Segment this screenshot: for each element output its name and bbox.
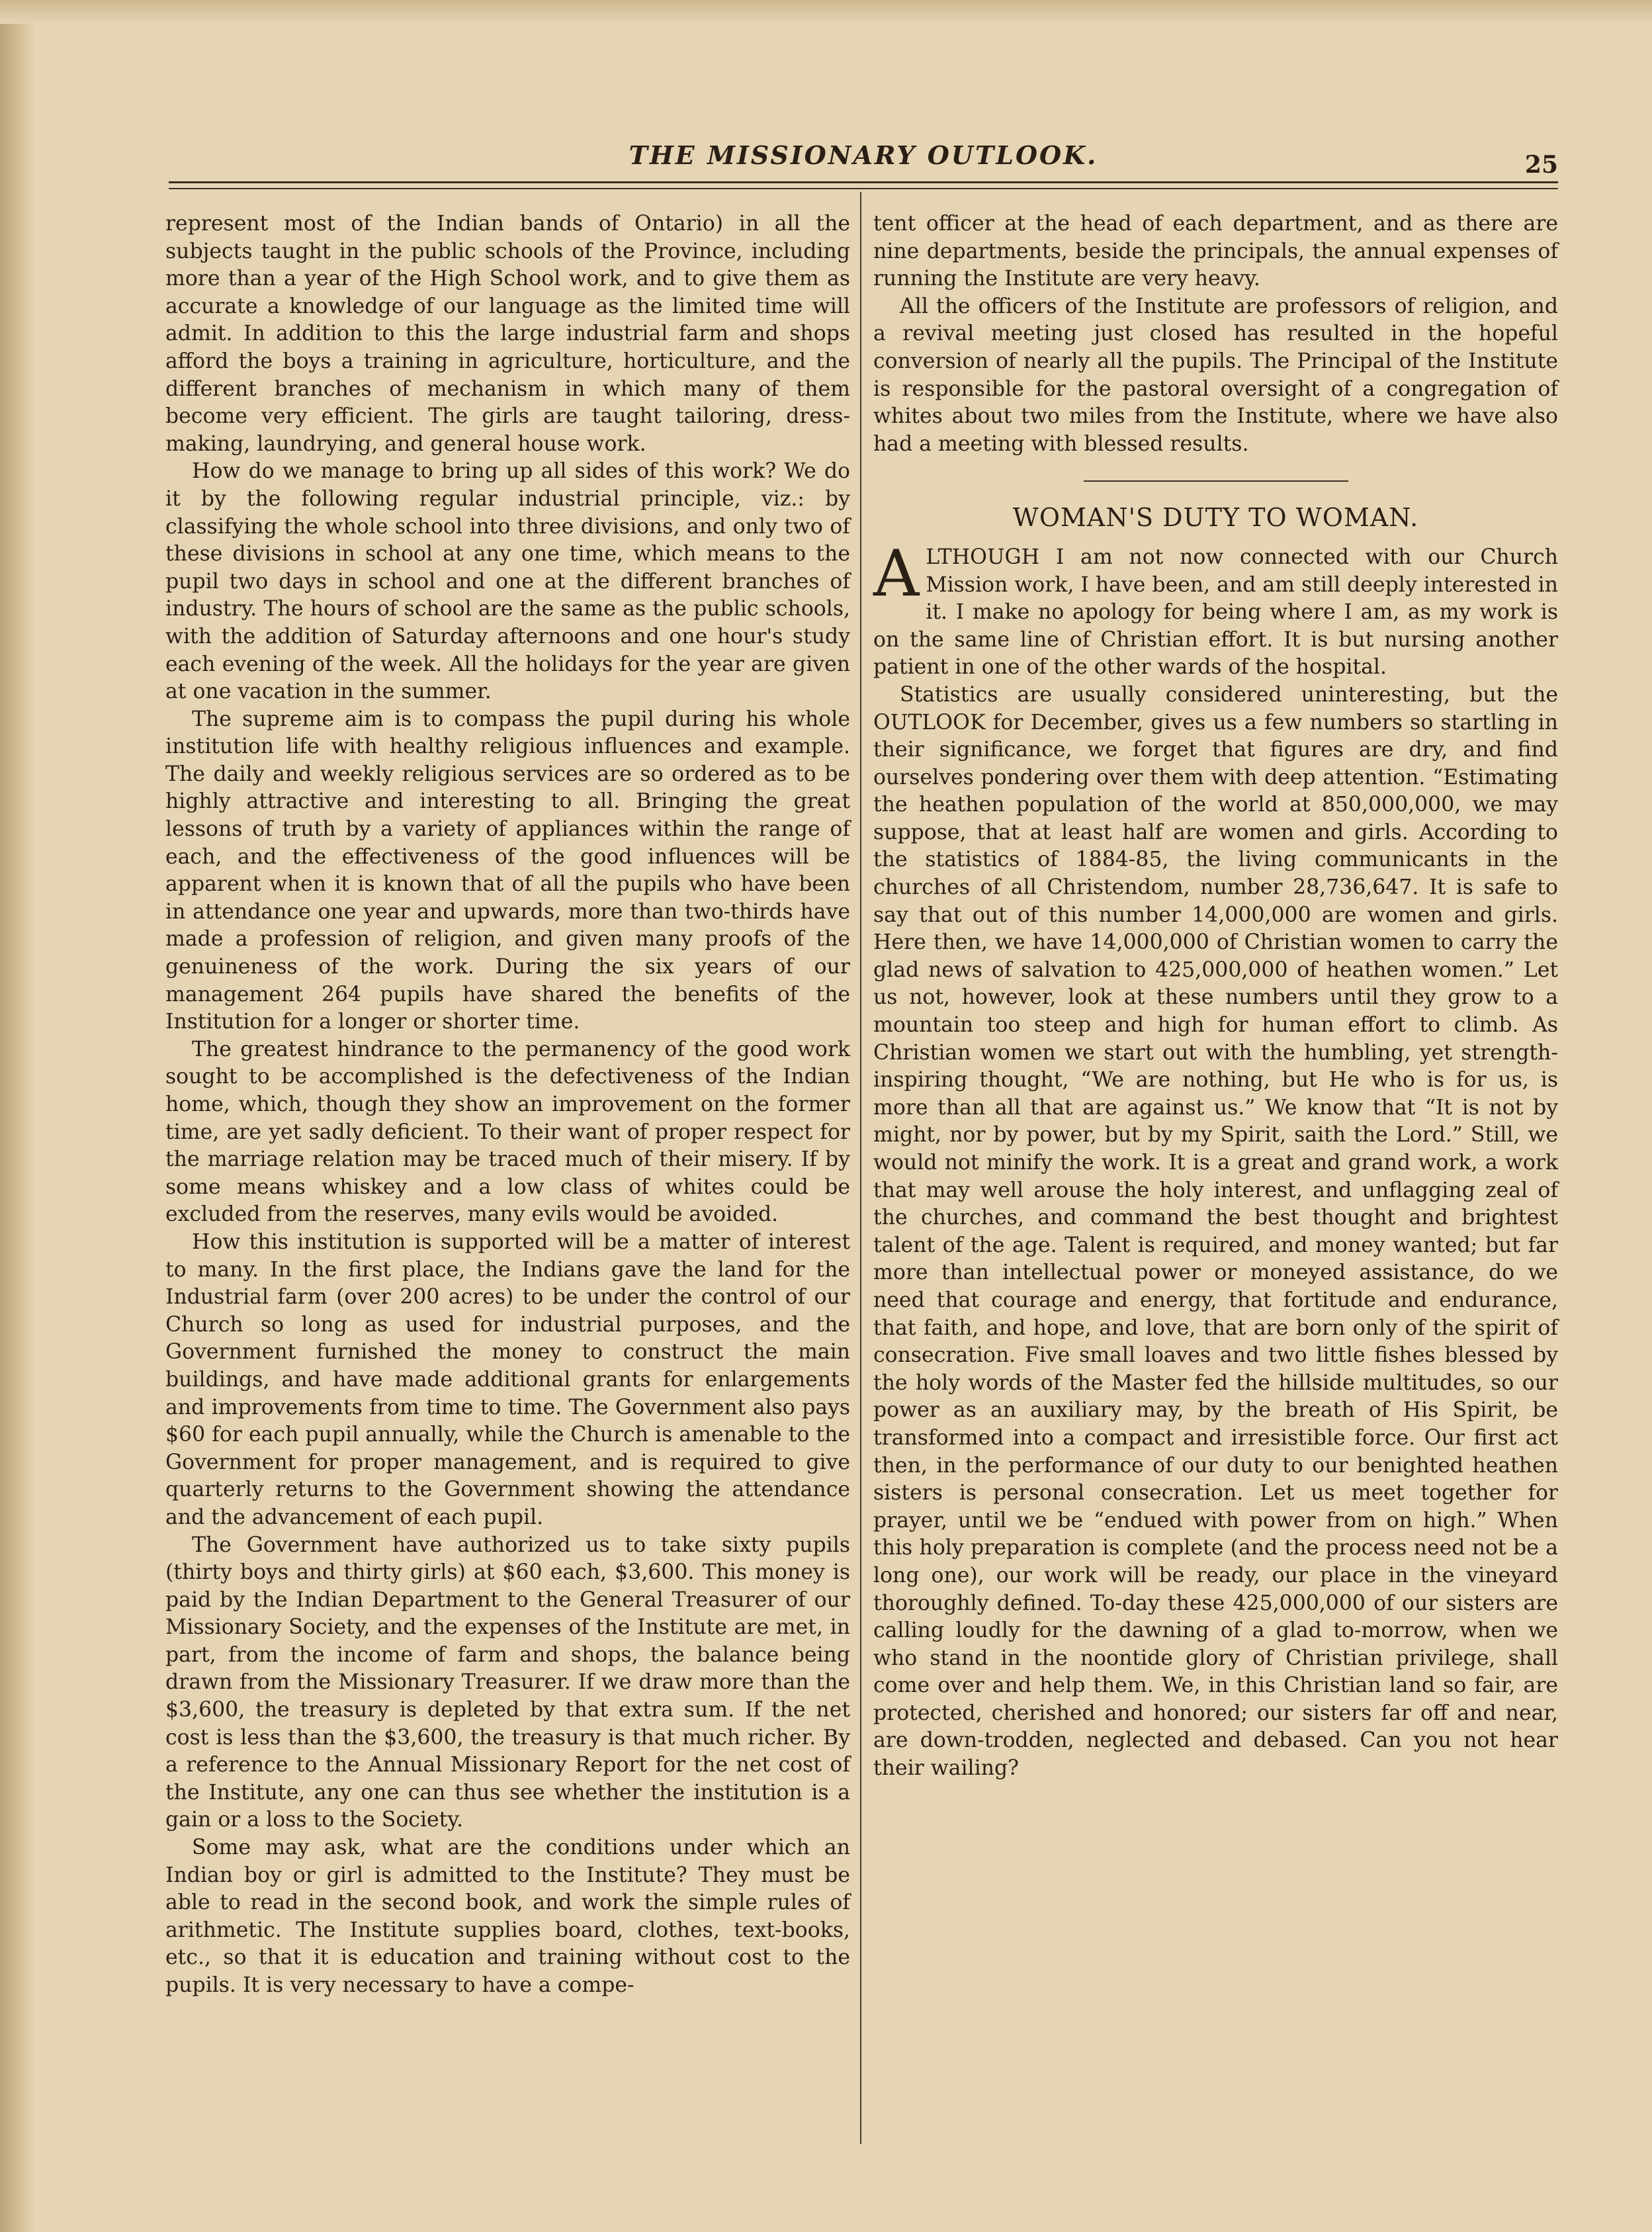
right-column [873,210,1558,1783]
column-divider [860,192,861,2144]
page-top-edge [0,0,1652,24]
paragraph-text: LTHOUGH I am not now connected with our Church Mission work, I have been, and am still deeply interested in it. I make no apology for being where I am, as my work is on the same line of Christian effort. It is but nursing another patient in one of the other wards of the hospital. [873,545,1558,680]
paragraph: represent most of the Indian bands of Ontario) in all the subjects taught in the public schools of the Province, including more than a year of the High School work, and to give them as accurate a knowledge of our language as the limited time will admit. In addition to this the large industrial farm and shops afford the boys a training in agriculture, horticulture, and the different branches of mechanism in which many of them become very efficient. The girls are taught tailoring, dress-making, laundrying, and general house work. [165,212,850,456]
paragraph: Statistics are usually considered uninteresting, but the OUTLOOK for December, gives us a few numbers so startling in their significance, we forget that figures are dry, and find ourselves pondering over them with deep attention. “Estimating the heathen population of the world at 850,000,000, we may suppose, that at least half are women and girls. According to the statistics of 1884-85, the living communicants in the churches of all Christendom, number 28,736,647. It is safe to say that out of this number 14,000,000 are women and girls. Here then, we have 14,000,000 of Christian women to carry the glad news of salvation to 425,000,000 of heathen women.” Let us not, however, look at these numbers until they grow to a mountain too steep and high for human effort to climb. As Christian women we start out with the humbling, yet strength-inspiring thought, “We are nothing, but He who is for us, is more than all that are against us.” We know that “It is not by might, nor by power, but by my Spirit, saith the Lord.” Still, we would not minify the work. It is a great and grand work, a work that may well arouse the holy interest, and unflagging zeal of the churches, and command the best thought and brightest talent of the age. Talent is required, and money wanted; but far more than intellectual power or moneyed assistance, do we need that courage and energy, that fortitude and endurance, that faith, and hope, and love, that are born only of the spirit of consecration. Five small loaves and two little fishes blessed by the holy words of the Master fed the hillside multitudes, so our power as an auxiliary may, by the breath of His Spirit, be transformed into a compact and irresistible force. Our first act then, in the performance of our duty to our benighted heathen sisters is personal consecration. Let us meet together for prayer, until we be “endued with power from on high.” When this holy preparation is complete (and the process need not be a long one), our work will be ready, our place in the vineyard thoroughly defined. To-day these 425,000,000 of our sisters are calling loudly for the dawning of a glad to-morrow, when we who stand in the noontide glory of Christian privilege, shall come over and help them. We, in this Christian land so fair, are protected, cherished and honored; our sisters far off and near, are down-trodden, neglected and debased. Can you not hear their wailing? [873,682,1558,1781]
paragraph: The Government have authorized us to take sixty pupils (thirty boys and thirty girls) at $60 each, $3,600. This money is paid by the Indian Department to the General Treasurer of our Missionary Society, and the expenses of the Institute are met, in part, from the income of farm and shops, the balance being drawn from the Missionary Treasurer. If we draw more than the $3,600, the treasury is depleted by that extra sum. If the net cost is less than the $3,600, the treasury is that much richer. By a reference to the Annual Missionary Report for the net cost of the Institute, any one can thus see whether the institution is a gain or a loss to the Society. [165,1533,850,1832]
running-title: THE MISSIONARY OUTLOOK. [629,140,1098,170]
article-title: WOMAN'S DUTY TO WOMAN. [1012,503,1419,533]
header-rule-thin [169,188,1558,189]
paragraph: All the officers of the Institute are professors of religion, and a revival meeting just closed has resulted in the hopeful conversion of nearly all the pupils. The Principal of the Institute is responsible for the pastoral oversight of a congregation of whites about two miles from the Institute, where we have also had a meeting with blessed results. [873,294,1558,456]
article-opening-paragraph [873,536,1558,682]
drop-cap: A [873,536,920,611]
section-divider [1084,480,1348,482]
page-binding-edge [0,0,37,2232]
header-rule-thick [169,181,1558,183]
paragraph: The greatest hindrance to the permanency of the good work sought to be accomplished is the defectiveness of the Indian home, which, though they show an improvement on the former time, are yet sadly deficient. To their want of proper respect for the marriage relation may be traced much of their misery. If by some means whiskey and a low class of whites could be excluded from the reserves, many evils would be avoided. [165,1037,850,1227]
paragraph: tent officer at the head of each department, and as there are nine departments, beside the principals, the annual expenses of running the Institute are very heavy. [873,212,1558,291]
paragraph: Some may ask, what are the conditions under which an Indian boy or girl is admitted to the Institute? They must be able to read in the second book, and work the simple rules of arithmetic. The Institute supplies board, clothes, text-books, etc., so that it is education and training without cost to the pupils. It is very necessary to have a compe- [165,1836,850,1997]
page-number: 25 [1524,151,1558,179]
page-header [169,140,1558,180]
paragraph: How this institution is supported will be a matter of interest to many. In the first place, the Indians gave the land for the Industrial farm (over 200 acres) to be under the control of our Church so long as used for industrial purposes, and the Government furnished the money to construct the main buildings, and have made additional grants for enlargements and improvements from time to time. The Government also pays $60 for each pupil annually, while the Church is amenable to the Government for proper management, and is required to give quarterly returns to the Government showing the attendance and the advancement of each pupil. [165,1229,850,1529]
left-column [165,210,850,2000]
paragraph: The supreme aim is to compass the pupil during his whole institution life with healthy religious influences and example. The daily and weekly religious services are so ordered as to be highly attractive and interesting to all. Bringing the great lessons of truth by a variety of appliances within the range of each, and the effectiveness of the good influences will be apparent when it is known that of all the pupils who have been in attendance one year and upwards, more than two-thirds have made a profession of religion, and given many proofs of the genuineness of the work. During the six years of our management 264 pupils have shared the benefits of the Institution for a longer or shorter time. [165,707,850,1034]
paragraph: How do we manage to bring up all sides of this work? We do it by the following regular industrial principle, viz.: by classifying the whole school into three divisions, and only two of these divisions in school at any one time, which means to the pupil two days in school and one at the different branches of industry. The hours of school are the same as the public schools, with the addition of Saturday afternoons and one hour's study each evening of the week. All the holidays for the year are given at one vacation in the summer. [165,459,850,704]
